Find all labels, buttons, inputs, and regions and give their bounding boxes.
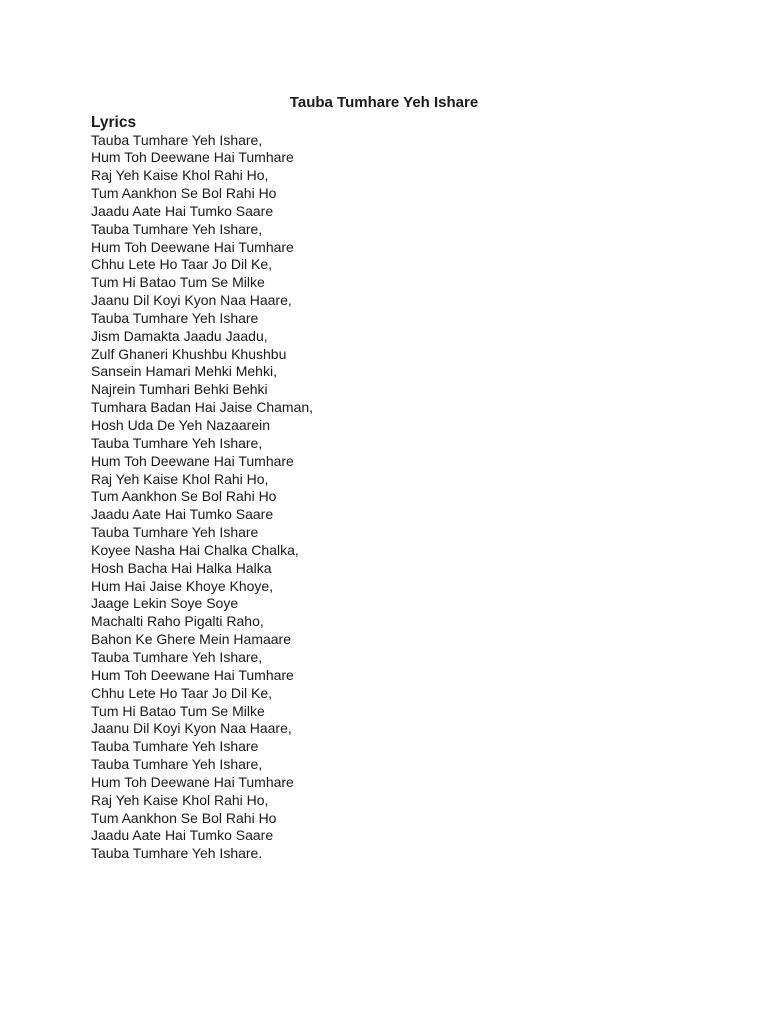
- lyric-line: Jaage Lekin Soye Soye: [91, 595, 239, 612]
- lyric-line: Hum Toh Deewane Hai Tumhare: [91, 149, 294, 166]
- lyric-line: Tauba Tumhare Yeh Ishare: [91, 309, 259, 326]
- lyric-line: Jaadu Aate Hai Tumko Saare: [91, 506, 274, 523]
- document-title: [0, 93, 768, 113]
- lyric-line: Raj Yeh Kaise Khol Rahi Ho,: [91, 791, 269, 808]
- lyric-line: Najrein Tumhari Behki Behki: [91, 381, 268, 398]
- lyric-line: Tauba Tumhare Yeh Ishare,: [91, 648, 263, 665]
- lyric-line: Machalti Raho Pigalti Raho,: [91, 613, 264, 630]
- lyric-line: Raj Yeh Kaise Khol Rahi Ho,: [91, 470, 269, 487]
- lyric-line: Zulf Ghaneri Khushbu Khushbu: [91, 345, 287, 362]
- lyric-line: Tauba Tumhare Yeh Ishare: [91, 738, 259, 755]
- lyric-line: Koyee Nasha Hai Chalka Chalka,: [91, 541, 299, 558]
- lyric-line: Tauba Tumhare Yeh Ishare: [91, 524, 259, 541]
- lyric-line: Hum Toh Deewane Hai Tumhare: [91, 773, 294, 790]
- lyric-line: Tum Hi Batao Tum Se Milke: [91, 274, 265, 291]
- lyric-line: Hum Toh Deewane Hai Tumhare: [91, 238, 294, 255]
- lyric-line: Chhu Lete Ho Taar Jo Dil Ke,: [91, 684, 273, 701]
- lyric-line: Tauba Tumhare Yeh Ishare,: [91, 756, 263, 773]
- lyric-line: Hum Toh Deewane Hai Tumhare: [91, 666, 294, 683]
- lyric-line: Tum Aankhon Se Bol Rahi Ho: [91, 809, 277, 826]
- lyric-line: Hum Toh Deewane Hai Tumhare: [91, 452, 294, 469]
- section-heading-lyrics: Lyrics: [91, 114, 137, 131]
- lyric-line: Jaadu Aate Hai Tumko Saare: [91, 827, 274, 844]
- lyric-line: Sansein Hamari Mehki Mehki,: [91, 363, 277, 380]
- lyric-line: Tauba Tumhare Yeh Ishare.: [91, 845, 263, 862]
- lyric-line: Hosh Bacha Hai Halka Halka: [91, 559, 272, 576]
- lyric-line: Tum Aankhon Se Bol Rahi Ho: [91, 488, 277, 505]
- lyric-line: Tum Hi Batao Tum Se Milke: [91, 702, 265, 719]
- lyric-line: Tum Aankhon Se Bol Rahi Ho: [91, 185, 277, 202]
- document-title-text: Tauba Tumhare Yeh Ishare: [289, 94, 479, 111]
- lyric-line: Tauba Tumhare Yeh Ishare,: [91, 220, 263, 237]
- lyric-line: Jaadu Aate Hai Tumko Saare: [91, 202, 274, 219]
- lyric-line: Tumhara Badan Hai Jaise Chaman,: [91, 399, 314, 416]
- lyrics-list: [91, 132, 313, 864]
- lyric-line: Jaanu Dil Koyi Kyon Naa Haare,: [91, 720, 292, 737]
- lyric-line: Tauba Tumhare Yeh Ishare,: [91, 131, 263, 148]
- lyric-line: Hum Hai Jaise Khoye Khoye,: [91, 577, 274, 594]
- lyric-line: Raj Yeh Kaise Khol Rahi Ho,: [91, 167, 269, 184]
- lyric-line: Jism Damakta Jaadu Jaadu,: [91, 327, 268, 344]
- lyric-line: Jaanu Dil Koyi Kyon Naa Haare,: [91, 292, 292, 309]
- lyric-line: Bahon Ke Ghere Mein Hamaare: [91, 631, 291, 648]
- lyric-line: Hosh Uda De Yeh Nazaarein: [91, 417, 271, 433]
- lyric-line: Tauba Tumhare Yeh Ishare,: [91, 434, 263, 451]
- lyric-line: Chhu Lete Ho Taar Jo Dil Ke,: [91, 256, 273, 273]
